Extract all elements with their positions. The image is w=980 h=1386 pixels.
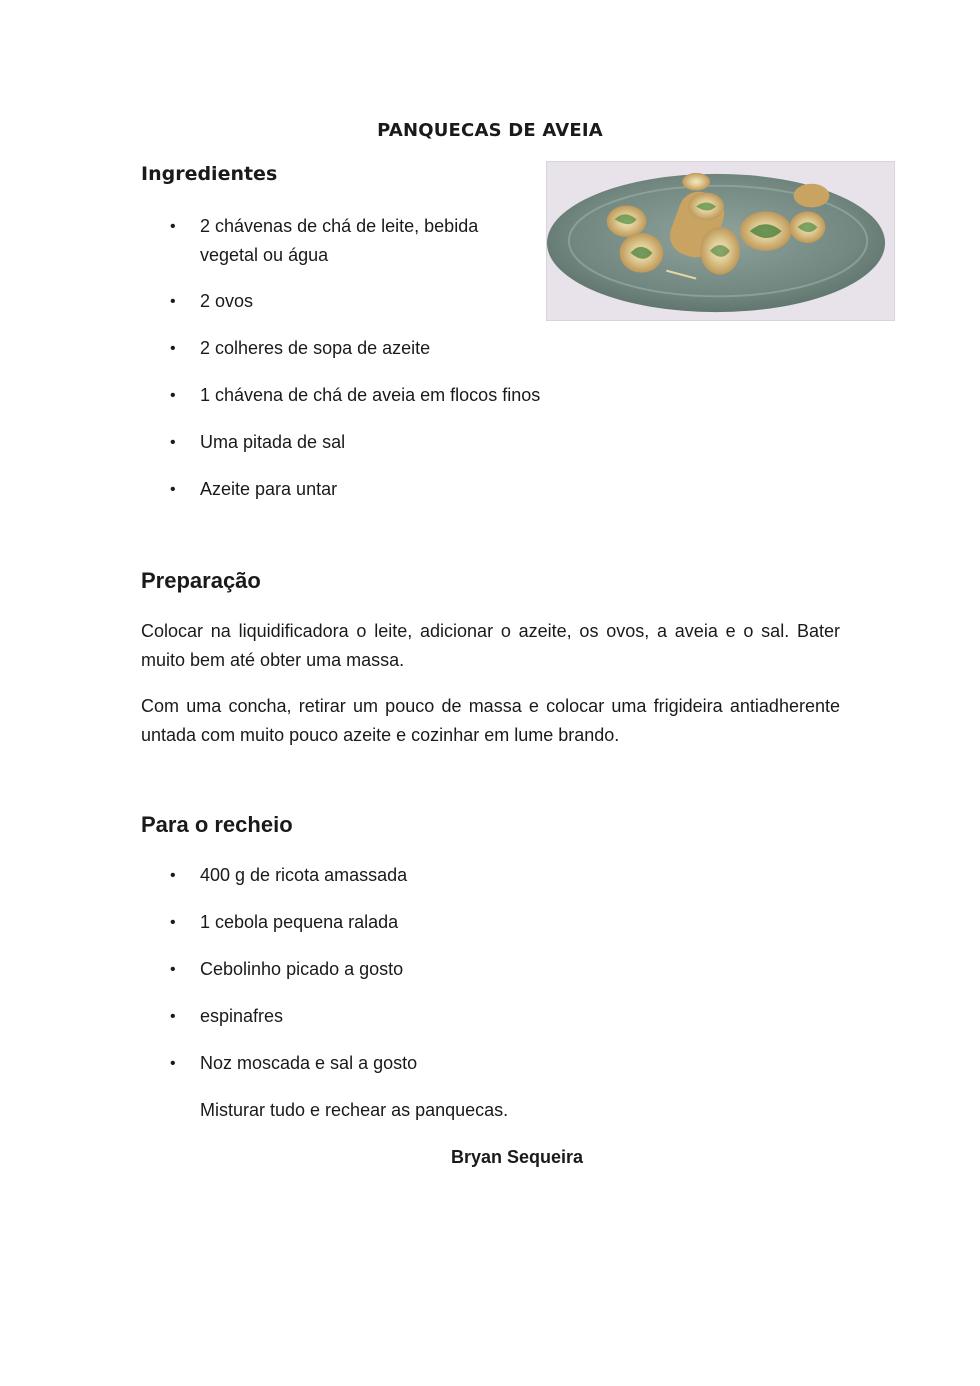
recipe-title: PANQUECAS DE AVEIA [377,120,603,141]
bullet-icon: • [170,914,176,931]
author-name: Bryan Sequeira [451,1147,584,1167]
bullet-icon: • [170,387,176,404]
filling-heading: Para o recheio [141,812,293,837]
filling-text: Noz moscada e sal a gosto [200,1053,418,1073]
filling-text: Cebolinho picado a gosto [200,959,404,979]
list-item [170,475,570,504]
list-item [170,955,570,984]
preparation-paragraph: Colocar na liquidificadora o leite, adicionar o azeite, os ovos, a aveia e o sal. Bater muito bem até obter uma massa. [141,621,840,670]
ingredient-text: Azeite para untar [200,479,338,499]
list-item [170,1002,570,1031]
bullet-icon: • [170,961,176,978]
ingredient-text: 2 colheres de sopa de azeite [200,338,431,358]
closing-note: Misturar tudo e rechear as panquecas. [200,1100,509,1120]
list-item [170,381,570,410]
pancake-rolls-photo [546,161,895,321]
filling-text: 1 cebola pequena ralada [200,912,399,932]
bullet-icon: • [170,867,176,884]
bullet-icon: • [170,340,176,357]
bullet-icon: • [170,293,176,310]
bullet-icon: • [170,434,176,451]
list-item [170,908,570,937]
list-item [170,861,570,890]
filling-text: espinafres [200,1006,284,1026]
ingredient-text: 2 chávenas de chá de leite, bebida [200,216,479,236]
preparation-heading: Preparação [141,568,261,593]
ingredient-text: Uma pitada de sal [200,432,346,452]
filling-list [170,861,570,1078]
preparation-paragraph: Com uma concha, retirar um pouco de massa e colocar uma frigideira antiadherente untada com muito pouco azeite e cozinhar em lume brando. [141,696,840,745]
ingredient-text: 1 chávena de chá de aveia em flocos finos [200,385,541,405]
plate-illustration [547,162,894,320]
list-item [170,287,570,316]
bullet-icon: • [170,218,176,235]
list-item [170,334,570,363]
filling-text: 400 g de ricota amassada [200,865,408,885]
bullet-icon: • [170,1055,176,1072]
list-item [170,428,570,457]
list-item [170,212,570,270]
bullet-icon: • [170,481,176,498]
ingredient-text: 2 ovos [200,291,254,311]
ingredients-list [170,212,570,504]
ingredient-text-continued: vegetal ou água [200,245,329,265]
ingredients-heading: Ingredientes [141,163,278,185]
bullet-icon: • [170,1008,176,1025]
list-item [170,1049,570,1078]
